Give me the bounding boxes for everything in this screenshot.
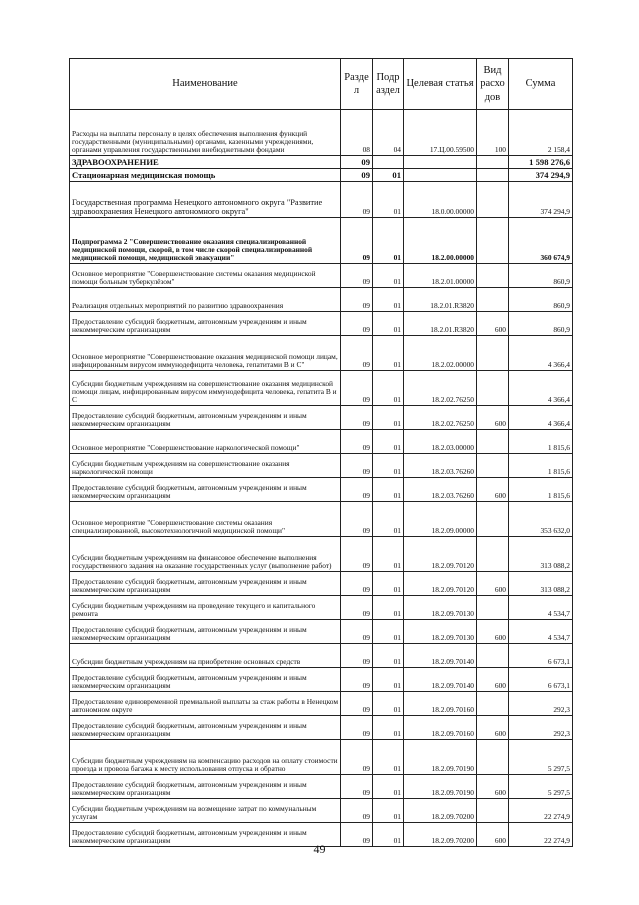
table-row — [70, 264, 573, 288]
table-row — [70, 169, 573, 182]
table-row — [70, 454, 573, 478]
header-subsection: Подр аздел — [373, 59, 404, 110]
row-section: 09 — [341, 668, 373, 692]
row-subsection: 01 — [373, 596, 404, 620]
row-name: Предоставление субсидий бюджетным, автономным учреждениям и иным некоммерческим организациям — [70, 668, 341, 692]
row-expense-type — [477, 371, 509, 406]
row-target: 18.2.09.70140 — [404, 644, 477, 668]
row-target: 18.2.09.70140 — [404, 668, 477, 692]
row-amount: 1 598 276,6 — [509, 156, 573, 169]
row-subsection: 01 — [373, 716, 404, 740]
row-subsection: 01 — [373, 572, 404, 596]
table-row — [70, 716, 573, 740]
row-section: 09 — [341, 478, 373, 502]
row-name: Субсидии бюджетным учреждениям на проведение текущего и капитального ремонта — [70, 596, 341, 620]
row-name: Реализация отдельных мероприятий по развитию здравоохранения — [70, 288, 341, 312]
row-section: 09 — [341, 430, 373, 454]
row-amount: 313 088,2 — [509, 537, 573, 572]
row-section: 09 — [341, 775, 373, 799]
header-amount: Сумма — [509, 59, 573, 110]
table-row — [70, 110, 573, 156]
row-section: 09 — [341, 799, 373, 823]
row-target: 18.2.09.70130 — [404, 620, 477, 644]
row-section: 09 — [341, 716, 373, 740]
row-section: 09 — [341, 169, 373, 182]
row-name: Стационарная медицинская помощь — [70, 169, 341, 182]
row-section: 09 — [341, 336, 373, 371]
row-amount: 22 274,9 — [509, 823, 573, 847]
row-section: 09 — [341, 288, 373, 312]
row-target: 18.2.00.00000 — [404, 218, 477, 264]
row-section: 09 — [341, 454, 373, 478]
row-target: 18.2.09.70120 — [404, 572, 477, 596]
row-expense-type: 600 — [477, 668, 509, 692]
row-amount: 6 673,1 — [509, 668, 573, 692]
row-section: 09 — [341, 264, 373, 288]
row-subsection: 01 — [373, 620, 404, 644]
row-target: 18.2.03.00000 — [404, 430, 477, 454]
row-subsection: 01 — [373, 692, 404, 716]
row-amount: 4 366,4 — [509, 371, 573, 406]
table-row — [70, 668, 573, 692]
row-amount: 1 815,6 — [509, 478, 573, 502]
row-target: 18.2.03.76260 — [404, 478, 477, 502]
row-subsection: 01 — [373, 454, 404, 478]
row-subsection: 01 — [373, 288, 404, 312]
row-subsection: 01 — [373, 668, 404, 692]
header-name: Наименование — [70, 59, 341, 110]
row-amount: 360 674,9 — [509, 218, 573, 264]
row-expense-type — [477, 156, 509, 169]
row-expense-type: 600 — [477, 620, 509, 644]
row-name: Основное мероприятие "Совершенствование системы оказания специализированной, высокотехнологичной медицинской помощи" — [70, 502, 341, 537]
row-amount: 374 294,9 — [509, 169, 573, 182]
table-row — [70, 692, 573, 716]
row-subsection: 01 — [373, 218, 404, 264]
header-target: Целевая статья — [404, 59, 477, 110]
row-amount: 6 673,1 — [509, 644, 573, 668]
row-expense-type — [477, 740, 509, 775]
row-name: Государственная программа Ненецкого автономного округа "Развитие здравоохранения Ненецкого автономного округа" — [70, 182, 341, 218]
row-target: 18.2.09.00000 — [404, 502, 477, 537]
row-target: 18.2.09.70200 — [404, 823, 477, 847]
row-name: Расходы на выплаты персоналу в целях обеспечения выполнения функций государственными (муниципальными) органами, казенными учреждениями, органами управления государственными внебюджетными фондами — [70, 110, 341, 156]
row-section: 09 — [341, 620, 373, 644]
row-subsection: 01 — [373, 740, 404, 775]
row-amount: 4 534,7 — [509, 596, 573, 620]
row-name: Подпрограмма 2 "Совершенствование оказания специализированной медицинской помощи, скорой, в том числе скорой специализированной медицинской помощи, медицинской эвакуации" — [70, 218, 341, 264]
row-subsection: 01 — [373, 644, 404, 668]
row-subsection: 01 — [373, 478, 404, 502]
budget-table — [69, 58, 573, 847]
table-row — [70, 406, 573, 430]
row-amount: 860,9 — [509, 312, 573, 336]
row-expense-type — [477, 218, 509, 264]
row-expense-type — [477, 288, 509, 312]
row-amount: 5 297,5 — [509, 775, 573, 799]
row-expense-type — [477, 537, 509, 572]
row-section: 08 — [341, 110, 373, 156]
row-subsection: 01 — [373, 169, 404, 182]
row-amount: 22 274,9 — [509, 799, 573, 823]
table-row — [70, 775, 573, 799]
row-amount: 313 088,2 — [509, 572, 573, 596]
row-expense-type: 600 — [477, 312, 509, 336]
table-row — [70, 740, 573, 775]
row-subsection: 01 — [373, 312, 404, 336]
row-section: 09 — [341, 537, 373, 572]
row-name: Субсидии бюджетным учреждениям на компенсацию расходов на оплату стоимости проезда и провоза багажа к месту использования отпуска и обратно — [70, 740, 341, 775]
page-number: 49 — [313, 842, 326, 856]
row-section: 09 — [341, 502, 373, 537]
row-name: Предоставление субсидий бюджетным, автономным учреждениям и иным некоммерческим организациям — [70, 312, 341, 336]
table-row — [70, 478, 573, 502]
table-header-row — [70, 59, 573, 110]
row-name: Основное мероприятие "Совершенствование наркологической помощи" — [70, 430, 341, 454]
row-expense-type: 600 — [477, 823, 509, 847]
row-section: 09 — [341, 823, 373, 847]
row-expense-type — [477, 596, 509, 620]
row-expense-type: 600 — [477, 406, 509, 430]
table-row — [70, 430, 573, 454]
row-target: 18.2.09.70200 — [404, 799, 477, 823]
row-expense-type — [477, 182, 509, 218]
row-subsection: 01 — [373, 406, 404, 430]
row-subsection: 01 — [373, 336, 404, 371]
table-row — [70, 182, 573, 218]
row-subsection: 01 — [373, 502, 404, 537]
row-name: Субсидии бюджетным учреждениям на совершенствование оказания наркологической помощи — [70, 454, 341, 478]
row-subsection: 01 — [373, 775, 404, 799]
table-row — [70, 218, 573, 264]
row-expense-type — [477, 502, 509, 537]
row-target — [404, 156, 477, 169]
row-target: 18.2.01.R3820 — [404, 312, 477, 336]
row-amount: 4 366,4 — [509, 406, 573, 430]
row-name: Субсидии бюджетным учреждениям на приобретение основных средств — [70, 644, 341, 668]
row-expense-type — [477, 799, 509, 823]
row-name: Предоставление субсидий бюджетным, автономным учреждениям и иным некоммерческим организациям — [70, 716, 341, 740]
row-target — [404, 169, 477, 182]
row-expense-type — [477, 692, 509, 716]
row-target: 18.2.02.76250 — [404, 371, 477, 406]
row-target: 18.2.02.00000 — [404, 336, 477, 371]
row-amount: 1 815,6 — [509, 430, 573, 454]
row-section: 09 — [341, 371, 373, 406]
row-section: 09 — [341, 644, 373, 668]
row-expense-type — [477, 430, 509, 454]
row-subsection: 01 — [373, 799, 404, 823]
row-section: 09 — [341, 218, 373, 264]
row-section: 09 — [341, 312, 373, 336]
row-amount: 860,9 — [509, 264, 573, 288]
table-row — [70, 572, 573, 596]
row-amount: 1 815,6 — [509, 454, 573, 478]
row-name: Предоставление субсидий бюджетным, автономным учреждениям и иным некоммерческим организациям — [70, 478, 341, 502]
row-target: 18.2.01.00000 — [404, 264, 477, 288]
row-name: Предоставление субсидий бюджетным, автономным учреждениям и иным некоммерческим организациям — [70, 406, 341, 430]
row-amount: 4 366,4 — [509, 336, 573, 371]
row-amount: 5 297,5 — [509, 740, 573, 775]
table-row — [70, 502, 573, 537]
row-expense-type: 600 — [477, 775, 509, 799]
row-expense-type: 600 — [477, 716, 509, 740]
table-row — [70, 288, 573, 312]
table-row — [70, 312, 573, 336]
row-target: 18.0.00.00000 — [404, 182, 477, 218]
row-name: Субсидии бюджетным учреждениям на финансовое обеспечение выполнения государственного задания на оказание государственных услуг (выполнение работ) — [70, 537, 341, 572]
table-row — [70, 620, 573, 644]
table-row — [70, 537, 573, 572]
row-subsection: 01 — [373, 823, 404, 847]
row-name: Основное мероприятие "Совершенствование системы оказания медицинской помощи больным туберкулёзом" — [70, 264, 341, 288]
row-subsection — [373, 156, 404, 169]
row-amount: 353 632,0 — [509, 502, 573, 537]
row-section: 09 — [341, 156, 373, 169]
row-section: 09 — [341, 406, 373, 430]
row-section: 09 — [341, 740, 373, 775]
row-expense-type: 600 — [477, 572, 509, 596]
row-target: 18.2.09.70120 — [404, 537, 477, 572]
table-row — [70, 371, 573, 406]
row-amount: 292,3 — [509, 716, 573, 740]
row-target: 17.Ц.00.59500 — [404, 110, 477, 156]
row-expense-type — [477, 454, 509, 478]
row-expense-type: 600 — [477, 478, 509, 502]
row-target: 18.2.09.70160 — [404, 692, 477, 716]
row-expense-type — [477, 644, 509, 668]
row-subsection: 01 — [373, 371, 404, 406]
row-section: 09 — [341, 692, 373, 716]
row-name: ЗДРАВООХРАНЕНИЕ — [70, 156, 341, 169]
row-name: Предоставление субсидий бюджетным, автономным учреждениям и иным некоммерческим организациям — [70, 572, 341, 596]
row-target: 18.2.09.70130 — [404, 596, 477, 620]
row-expense-type: 100 — [477, 110, 509, 156]
row-section: 09 — [341, 596, 373, 620]
row-section: 09 — [341, 182, 373, 218]
row-amount: 2 158,4 — [509, 110, 573, 156]
row-subsection: 01 — [373, 182, 404, 218]
row-target: 18.2.09.70190 — [404, 775, 477, 799]
row-subsection: 01 — [373, 537, 404, 572]
table-row — [70, 156, 573, 169]
row-name: Предоставление субсидий бюджетным, автономным учреждениям и иным некоммерческим организациям — [70, 775, 341, 799]
row-expense-type — [477, 169, 509, 182]
row-expense-type — [477, 264, 509, 288]
table-row — [70, 596, 573, 620]
row-amount: 4 534,7 — [509, 620, 573, 644]
header-expense-type: Вид расхо дов — [477, 59, 509, 110]
row-subsection: 04 — [373, 110, 404, 156]
row-target: 18.2.02.76250 — [404, 406, 477, 430]
row-name: Предоставление единовременной премиальной выплаты за стаж работы в Ненецком автономном округе — [70, 692, 341, 716]
row-expense-type — [477, 336, 509, 371]
row-target: 18.2.09.70160 — [404, 716, 477, 740]
row-name: Основное мероприятие "Совершенствование оказания медицинской помощи лицам, инфицированным вирусом иммунодефицита человека, гепатитами В и С" — [70, 336, 341, 371]
row-name: Предоставление субсидий бюджетным, автономным учреждениям и иным некоммерческим организациям — [70, 620, 341, 644]
row-section: 09 — [341, 572, 373, 596]
row-amount: 860,9 — [509, 288, 573, 312]
table-row — [70, 799, 573, 823]
row-subsection: 01 — [373, 264, 404, 288]
row-target: 18.2.09.70190 — [404, 740, 477, 775]
row-name: Субсидии бюджетным учреждениям на совершенствование оказания медицинской помощи лицам, инфицированным вирусом иммунодефицита человека, гепатита В и С — [70, 371, 341, 406]
row-target: 18.2.01.R3820 — [404, 288, 477, 312]
row-amount: 292,3 — [509, 692, 573, 716]
row-name: Субсидии бюджетным учреждениям на возмещение затрат по коммунальным услугам — [70, 799, 341, 823]
row-subsection: 01 — [373, 430, 404, 454]
row-name: Предоставление субсидий бюджетным, автономным учреждениям и иным некоммерческим организациям — [70, 823, 341, 847]
row-amount: 374 294,9 — [509, 182, 573, 218]
header-section: Разде л — [341, 59, 373, 110]
row-target: 18.2.03.76260 — [404, 454, 477, 478]
table-row — [70, 644, 573, 668]
table-row — [70, 336, 573, 371]
